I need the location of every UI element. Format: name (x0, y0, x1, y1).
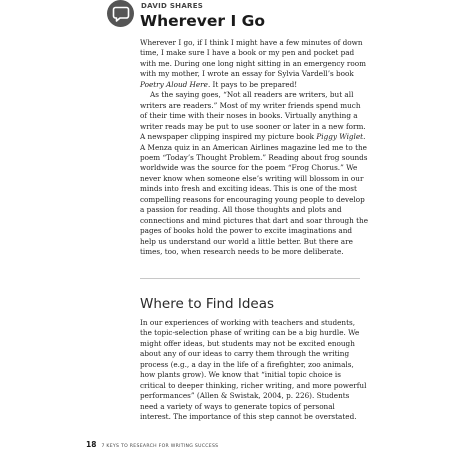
story-paragraph (140, 90, 368, 257)
text-run: . It pays to be prepared! (207, 79, 298, 89)
text-run: In our experiences of working with teachers and students, the topic-selection phase of writing can be a big hurdle. We might offer ideas, but students may not be excited enough about any of our ideas to carry them through the writing process (e.g., a day in the life of a firefighter, zoo animals, how plants grow). We know that “initial topic choice is critical to deeper thinking, richer writing, and more powerful performances” (Allen & Swistak, 2004, p. 226). Students need a variety of ways to generate topics of personal interest. The importance of this step cannot be overstated. (140, 318, 367, 422)
italic-title: Piggy Wiglet (316, 132, 364, 142)
text-run: Wherever I go, if I think I might have a few minutes of down time, I make sure I have a book or my pen and pocket pad with me. During one long night sitting in an emergency room with my mother, I wrote an essay for Sylvia Vardell’s book (140, 38, 366, 79)
story-paragraph (140, 38, 368, 90)
sidebar-title: Wherever I Go (140, 12, 265, 30)
speech-bubble-icon (112, 5, 130, 23)
italic-title: Poetry Aloud Here (140, 79, 208, 89)
text-run: . A Menza quiz in an American Airlines magazine led me to the poem “Today’s Thought Problem.” Reading about frog sounds worldwide was the source for the poem “Frog Chorus.” We never know when someone else’s writing will blossom in our minds into fresh and exciting ideas. This is one of the most compelling reasons for encouraging young people to develop a passion for reading. All those thoughts and plots and connections and mind pictures that dart and soar through the pages of books hold the power to excite imaginations and help us understand our world a little better. But there are times, too, when research needs to be more deliberate. (140, 132, 368, 257)
page-footer (86, 440, 218, 449)
sidebar-story (140, 38, 368, 258)
section-body (140, 318, 368, 423)
page-number: 18 (86, 440, 97, 449)
speech-bubble-badge (107, 0, 134, 27)
running-book-title: 7 KEYS TO RESEARCH FOR WRITING SUCCESS (101, 444, 219, 449)
section-paragraph (140, 318, 368, 423)
section-heading: Where to Find Ideas (140, 296, 275, 312)
text-run: As the saying goes, “Not all readers are writers, but all writers are readers.” Most of my writer friends spend much of their time with their noses in books. Virtually anything a writer reads may be put to use sooner or later in a new form. A newspaper clipping inspired my picture book (140, 90, 366, 142)
section-divider (140, 278, 360, 279)
sidebar-label: DAVID SHARES (141, 2, 204, 10)
